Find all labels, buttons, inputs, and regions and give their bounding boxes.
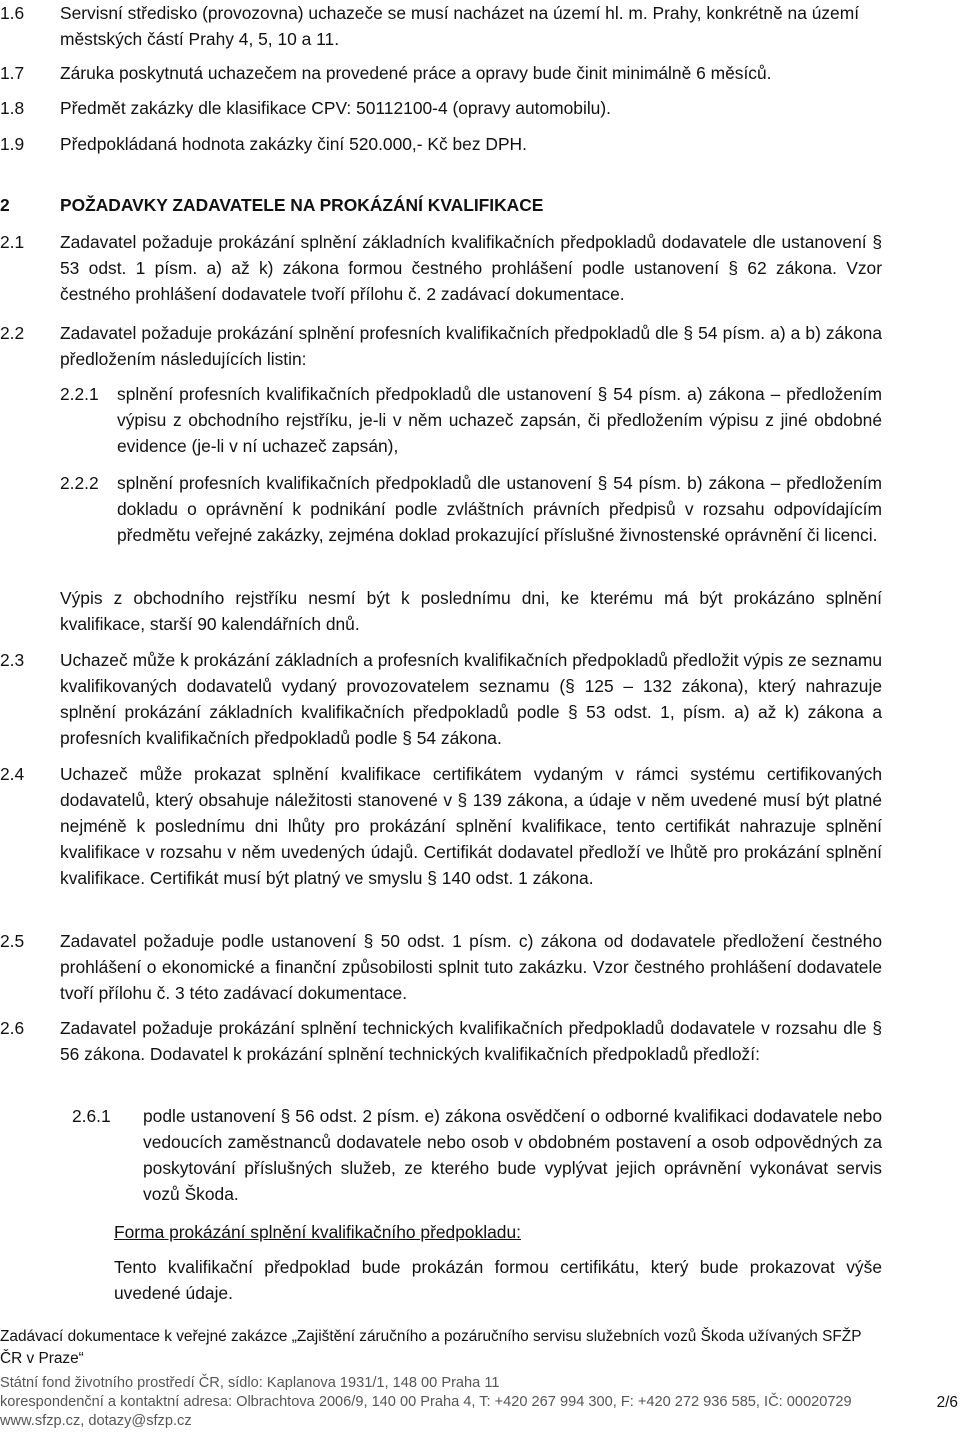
- clause-text: Zadavatel požaduje prokázání splnění profesních kvalifikačních předpokladů dle § 54 písm. a) a b) zákona předložením následujících listin:: [60, 323, 882, 369]
- section-title: POŽADAVKY ZADAVATELE NA PROKÁZÁNÍ KVALIFIKACE: [60, 195, 544, 215]
- clause-number: 2.6: [0, 1018, 25, 1038]
- clause-number: 2.6.1: [72, 1106, 111, 1126]
- clause-number: 2.2: [0, 323, 25, 343]
- clause-text: Zadavatel požaduje prokázání splnění technických kvalifikačních předpokladů dodavatele v rozsahu dle § 56 zákona. Dodavatel k prokázání splnění technických kvalifikačních předpokladů předloží:: [60, 1018, 882, 1064]
- footer-org-line: korespondenční a kontaktní adresa: Olbrachtova 2006/9, 140 00 Praha 4, T: +420 267 994 300, F: +420 272 936 585, IČ: 00020729: [0, 1394, 852, 1410]
- forma-text: Tento kvalifikační předpoklad bude prokázán formou certifikátu, který bude prokazovat výše uvedené údaje.: [114, 1257, 882, 1303]
- clause-number: 2.3: [0, 650, 25, 670]
- clause-text: Uchazeč může prokazat splnění kvalifikace certifikátem vydaným v rámci systému certifikovaných dodavatelů, který obsahuje náležitosti stanovené v § 139 zákona, a údaje v něm uvedené musí být platné nejméně k poslednímu dni lhůty pro prokázání splnění kvalifikace, tento certifikát nahrazuje splnění kvalifikace v rozsahu v něm uvedených údajů. Certifikát dodavatel předloží ve lhůtě pro prokázání splnění kvalifikace. Certifikát musí být platný ve smyslu § 140 odst. 1 zákona.: [60, 764, 882, 888]
- footer-project: Zadávací dokumentace k veřejné zakázce „Zajištění záručního a pozáručního servisu služebních vozů Škoda užívaných SFŽP ČR v Praze“: [0, 1328, 862, 1367]
- forma-label: Forma prokázání splnění kvalifikačního předpokladu:: [114, 1222, 521, 1242]
- clause-text: Zadavatel požaduje podle ustanovení § 50 odst. 1 písm. c) zákona od dodavatele předložení čestného prohlášení o ekonomické a finanční způsobilosti splnit tuto zakázku. Vzor čestného prohlášení dodavatele tvoří přílohu č. 3 této zadávací dokumentace.: [60, 931, 882, 1003]
- clause-text: Předpokládaná hodnota zakázky činí 520.000,- Kč bez DPH.: [60, 134, 527, 154]
- clause-number: 2.4: [0, 764, 25, 784]
- clause-text: splnění profesních kvalifikačních předpokladů dle ustanovení § 54 písm. a) zákona – předložením výpisu z obchodního rejstříku, je-li v něm uchazeč zapsán, či předložením výpisu z jiné obdobné evidence (je-li v ní uchazeč zapsán),: [117, 384, 882, 456]
- page-number: 2/6: [936, 1394, 958, 1411]
- clause-text: Záruka poskytnutá uchazečem na provedené práce a opravy bude činit minimálně 6 měsíců.: [60, 63, 772, 83]
- clause-number: 1.8: [0, 98, 25, 118]
- clause-text: podle ustanovení § 56 odst. 2 písm. e) zákona osvědčení o odborné kvalifikaci dodavatele nebo vedoucích zaměstnanců dodavatele nebo osob v obdobném postavení a osob odpovědných za poskytování příslušných služeb, ze kterého bude vyplývat jejich oprávnění vykonávat servis vozů Škoda.: [143, 1106, 882, 1204]
- clause-number: 2.2.2: [60, 473, 99, 493]
- clause-text: Servisní středisko (provozovna) uchazeče se musí nacházet na území hl. m. Prahy, konkrétně na území městských částí Prahy 4, 5, 10 a 11.: [60, 3, 860, 49]
- clause-text: Předmět zakázky dle klasifikace CPV: 50112100-4 (opravy automobilu).: [60, 98, 611, 118]
- clause-text: Uchazeč může k prokázání základních a profesních kvalifikačních předpokladů předložit výpis ze seznamu kvalifikovaných dodavatelů vydaný provozovatelem seznamu (§ 125 – 132 zákona), který nahrazuje splnění prokázání základních kvalifikačních předpokladů podle § 53 odst. 1, písm. a) až k) zákona a profesních kvalifikačních předpokladů podle § 54 zákona.: [60, 650, 882, 748]
- clause-text: splnění profesních kvalifikačních předpokladů dle ustanovení § 54 písm. b) zákona – předložením dokladu o oprávnění k podnikání podle zvláštních právních předpisů v rozsahu odpovídajícím předmětu veřejné zakázky, zejména doklad prokazující příslušné živnostenské oprávnění či licenci.: [117, 473, 882, 545]
- clause-number: 1.9: [0, 134, 25, 154]
- clause-number: 1.6: [0, 3, 25, 23]
- clause-number: 2.2.1: [60, 384, 99, 404]
- section-number: 2: [0, 195, 10, 215]
- clause-text: Zadavatel požaduje prokázání splnění základních kvalifikačních předpokladů dodavatele dle ustanovení § 53 odst. 1 písm. a) až k) zákona formou čestného prohlášení podle ustanovení § 62 zákona. Vzor čestného prohlášení dodavatele tvoří přílohu č. 2 zadávací dokumentace.: [60, 232, 882, 304]
- clause-number: 2.1: [0, 232, 25, 252]
- footer-org-line: Státní fond životního prostředí ČR, sídlo: Kaplanova 1931/1, 148 00 Praha 11: [0, 1375, 500, 1391]
- excerpt-note: Výpis z obchodního rejstříku nesmí být k poslednímu dni, ke kterému má být prokázáno splnění kvalifikace, starší 90 kalendářních dnů.: [60, 588, 882, 634]
- footer-organization: [0, 1374, 900, 1431]
- clause-number: 1.7: [0, 63, 25, 83]
- clause-number: 2.5: [0, 931, 25, 951]
- footer-org-line: www.sfzp.cz, dotazy@sfzp.cz: [0, 1413, 192, 1429]
